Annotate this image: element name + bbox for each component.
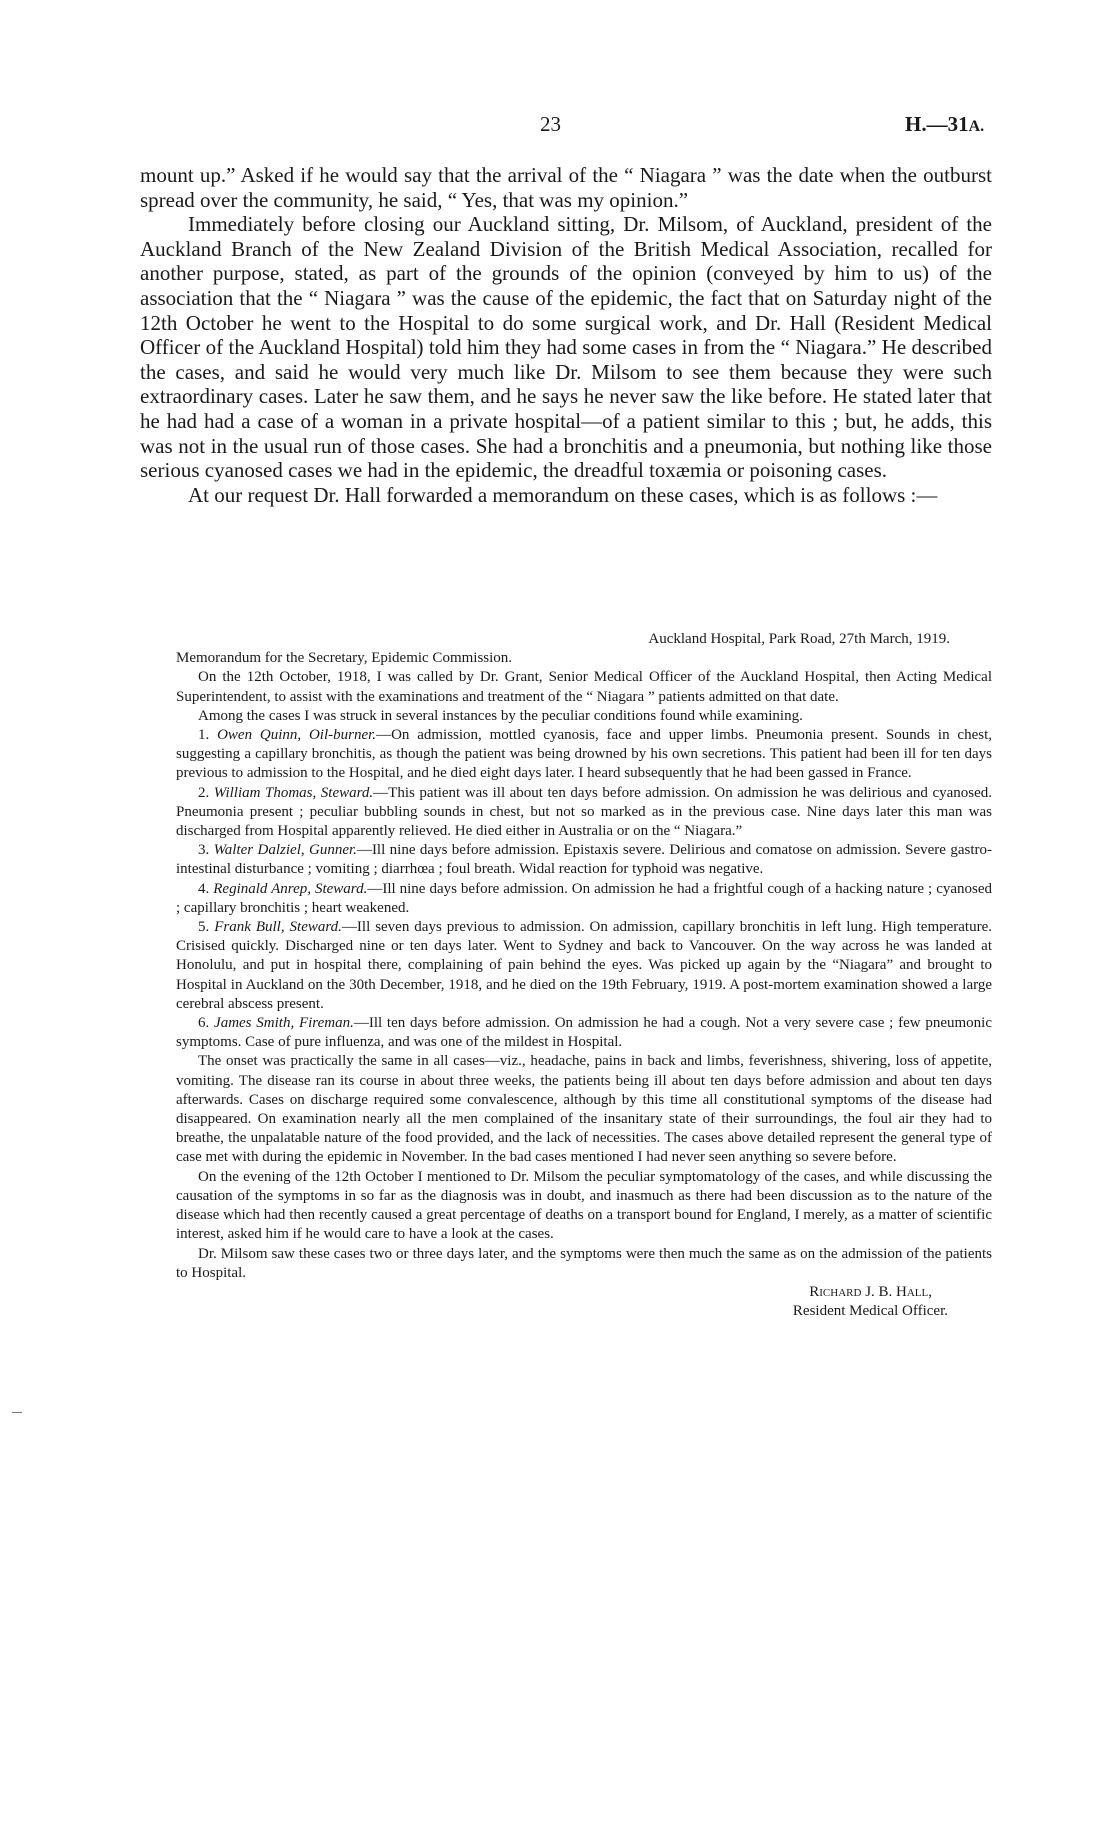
memo-summary-paragraph: The onset was practically the same in all cases—viz., headache, pains in back and limbs, feverishness, shivering, loss of appetite, vomiting. The disease ran its course in about three weeks, the patients being ill about ten days before admission and about ten days afterwards. Cases on discharge required some convalescence, although by this time all constitutional symptoms of the disease had disappeared. On examination nearly all the men complained of the insanitary state of their surroundings, the foul air they had to breathe, the unpalatable nature of the food provided, and the lack of necessities. The cases above detailed represent the general type of case met with during the epidemic in November. In the bad cases mentioned I had never seen anything so severe before. — [176, 1053, 992, 1166]
memo-closing-paragraph: Dr. Milsom saw these cases two or three days later, and the symptoms were then much the same as on the admission of the patients to Hospital. — [176, 1245, 992, 1281]
doc-ref-suffix: A. — [968, 118, 985, 135]
memo-addressee: Memorandum for the Secretary, Epidemic Commission. — [176, 650, 513, 667]
case-entry-6 — [176, 1014, 992, 1052]
case-number: 5. — [198, 919, 210, 936]
case-patient-name: Walter Dalziel, Gunner. — [213, 842, 357, 859]
case-number: 1. — [198, 727, 210, 744]
case-entry-3 — [176, 841, 992, 879]
memo-intro-paragraph-2: Among the cases I was struck in several instances by the peculiar conditions found while examining. — [198, 707, 803, 724]
case-entry-4 — [176, 880, 992, 918]
signature-name: Richard J. B. Hall, — [809, 1283, 932, 1300]
paragraph-continuation: mount up.” Asked if he would say that the arrival of the “ Niagara ” was the date when the outburst spread over the community, he said, “ Yes, that was my opinion.” — [140, 163, 992, 212]
case-details: —This patient was ill about ten days before admission. On admission he was delirious and cyanosed. Pneumonia present ; peculiar bubbling sounds in chest, but not so marked as in the previous case. Nine days later this man was discharged from Hospital apparently relieved. He died either in Australia or on the “ Niagara.” — [176, 784, 992, 840]
case-details: —Ill ten days before admission. On admission he had a cough. Not a very severe case ; few pneumonic symptoms. Case of pure influenza, and was one of the mildest in Hospital. — [176, 1015, 992, 1051]
memorandum — [176, 630, 992, 1321]
case-details: —Ill nine days before admission. On admission he had a frightful cough of a hacking nature ; cyanosed ; capillary bronchitis ; heart weakened. — [176, 880, 993, 916]
case-number: 2. — [198, 784, 210, 801]
page-header — [0, 112, 1114, 142]
case-entry-5 — [176, 918, 992, 1014]
memo-intro-paragraph: On the 12th October, 1918, I was called by Dr. Grant, Senior Medical Officer of the Auckland Hospital, then Acting Medical Superintendent, to assist with the examinations and treatment of the “ Niagara ” patients admitted on that date. — [176, 669, 992, 705]
margin-mark — [12, 1412, 22, 1413]
page-number: 23 — [540, 112, 561, 136]
document-reference — [905, 112, 984, 137]
report-body — [140, 163, 992, 507]
case-entry-1 — [176, 726, 992, 784]
case-patient-name: Frank Bull, Steward. — [214, 919, 342, 936]
case-patient-name: William Thomas, Steward. — [213, 784, 374, 801]
case-number: 3. — [198, 842, 210, 859]
case-patient-name: Owen Quinn, Oil-burner. — [217, 727, 377, 744]
paragraph-milsom-evidence: Immediately before closing our Auckland sitting, Dr. Milsom, of Auckland, president of the Auckland Branch of the New Zealand Division of the British Medical Association, recalled for another purpose, stated, as part of the grounds of the opinion (conveyed by him to us) of the association that the “ Niagara ” was the cause of the epidemic, the fact that on Saturday night of the 12th October he went to the Hospital to do some surgical work, and Dr. Hall (Resident Medical Officer of the Auckland Hospital) told him they had some cases in from the “ Niagara.” He described the cases, and said he would very much like Dr. Milsom to see them because they were such extraordinary cases. Later he saw them, and he says he never saw the like before. He stated later that he had had a case of a woman in a private hospital—of a patient similar to this ; but, he adds, this was not in the usual run of those cases. She had a bronchitis and a pneumonia, but nothing like those serious cyanosed cases we had in the epidemic, the dreadful toxæmia or poisoning cases. — [140, 212, 992, 483]
case-details: —On admission, mottled cyanosis, face and upper limbs. Pneumonia present. Sounds in chest, suggesting a capillary bronchitis, as though the patient was being drowned by his own secretions. This patient had been ill for ten days previous to admission to the Hospital, and he died eight days later. I heard subsequently that he had been gassed in France. — [176, 727, 992, 782]
case-details: —Ill nine days before admission. Epistaxis severe. Delirious and comatose on admission. Severe gastro-intestinal disturbance ; vomiting ; diarrhœa ; foul breath. Widal reaction for typhoid was negative. — [176, 842, 993, 878]
case-entry-2 — [176, 784, 992, 842]
paragraph-memo-intro: At our request Dr. Hall forwarded a memorandum on these cases, which is as follows :— — [188, 482, 938, 507]
case-details: —Ill seven days previous to admission. On admission, capillary bronchitis in left lung. High temperature. Crisised quickly. Discharged nine or ten days later. Went to Sydney and back to Vancouver. On the way across he was landed at Honolulu, and put in hospital there, complaining of pain behind the eyes. Was picked up again by the “Niagara” and brought to Hospital in Auckland on the 30th December, 1918, and he died on the 19th February, 1919. A post-mortem examination showed a large cerebral abscess present. — [176, 919, 993, 1012]
memo-address-date: Auckland Hospital, Park Road, 27th March, 1919. — [648, 631, 950, 647]
case-patient-name: James Smith, Fireman. — [214, 1015, 354, 1032]
case-number: 4. — [198, 880, 210, 897]
case-number: 6. — [198, 1015, 210, 1032]
signature-title: Resident Medical Officer. — [792, 1303, 948, 1320]
memo-evening-paragraph: On the evening of the 12th October I mentioned to Dr. Milsom the peculiar symptomatology of the cases, and while discussing the causation of the symptoms in so far as the diagnosis was in doubt, and inasmuch as there had been discussion as to the nature of the disease which had then recently caused a great percentage of deaths on a transport bound for England, I merely, as a matter of scientific interest, asked him if he would care to have a look at the cases. — [176, 1168, 992, 1243]
case-patient-name: Reginald Anrep, Steward. — [213, 880, 368, 897]
doc-ref-main: H.—31 — [905, 112, 969, 136]
